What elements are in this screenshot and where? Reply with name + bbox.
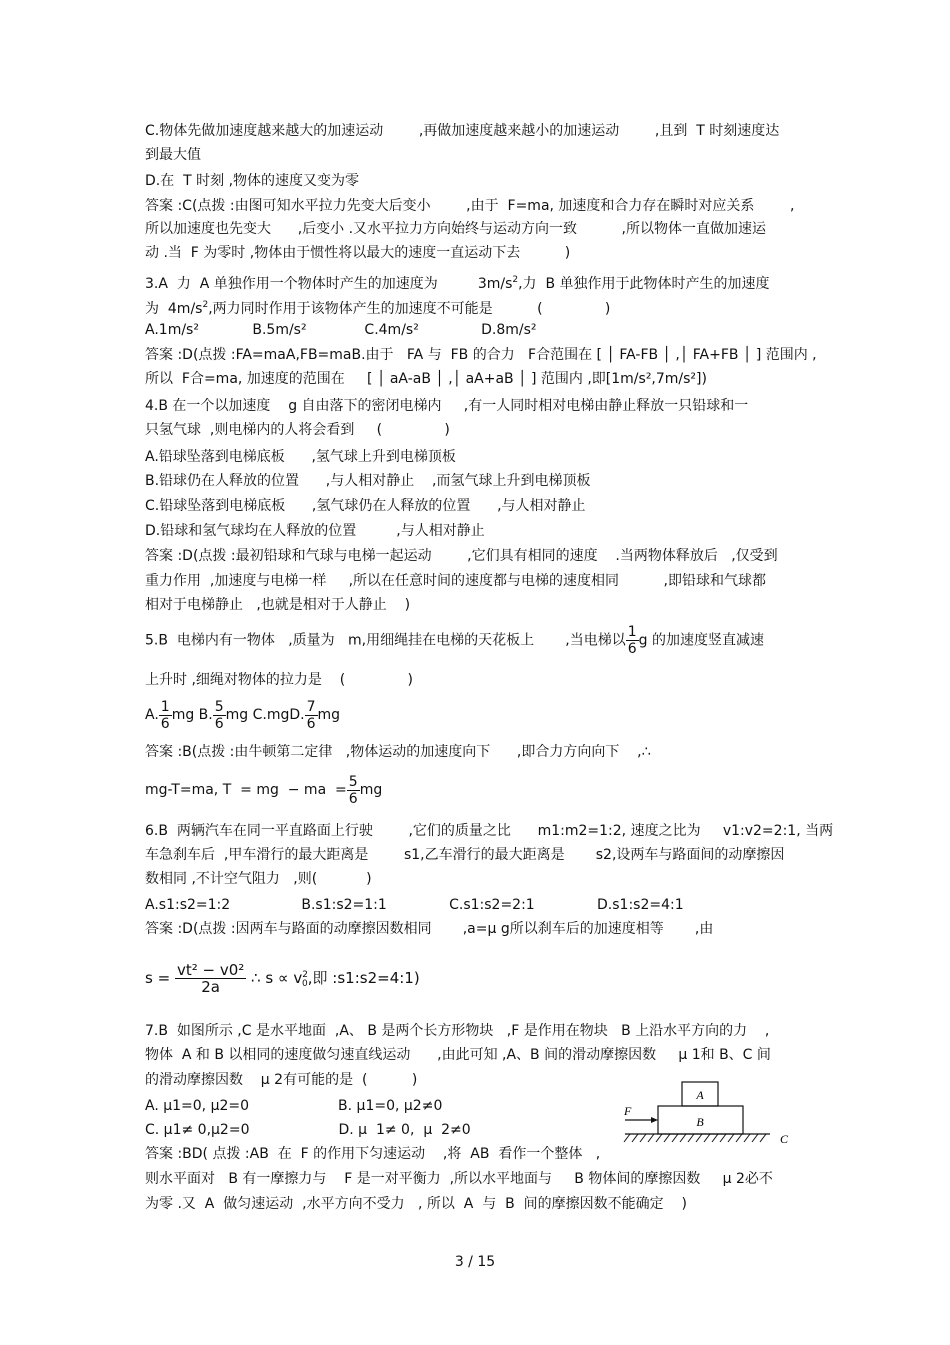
q3-stem-part-d: ,两力同时作用于该物体产生的加速度不可能是 ( ) — [208, 301, 611, 317]
force-arrowhead — [651, 1117, 658, 1123]
q5-option-d-fraction: $\frac{7}{6}$ — [306, 698, 316, 732]
q5-option-b-fraction: $\frac{5}{6}$ — [214, 698, 224, 732]
force-label: F — [624, 1104, 632, 1118]
q5-answer-fraction: $\frac{5}{6}$ — [348, 773, 358, 807]
q2-option-c-line1: C.物体先做加速度越来越大的加速运动 ,再做加速度越来越小的加速运动 ,且到 T 时刻速度达 — [145, 123, 780, 139]
q4-answer-line1: 答案 :D(点拨 :最初铅球和气球与电梯一起运动 ,它们具有相同的速度 .当两物体释放后 ,仅受到 — [145, 548, 778, 564]
q3-exponent-b: 2 — [202, 300, 209, 310]
q3-stem-part-a: 3.A 力 A 单独作用一个物体时产生的加速度为 3m/s — [145, 276, 513, 292]
q3-answer-line2: 所以 F合=ma, 加速度的范围在 [ │ aA-aB │ ,│ aA+aB │ ] 范围内 ,即[1m/s²,7m/s²]) — [145, 371, 707, 387]
block-b-label: B — [696, 1115, 704, 1129]
q3-stem-part-c: 为 4m/s — [145, 301, 203, 317]
q5-stem-line1 — [145, 624, 764, 657]
ground-hatching — [624, 1134, 766, 1142]
q3-answer-line1: 答案 :D(点拨 :FA=maA,FB=maB.由于 FA 与 FB 的合力 F合范围在 [ │ FA-FB │ ,│ FA+FB │ ] 范围内 , — [145, 347, 817, 363]
q2-answer-line3: 动 .当 F 为零时 ,物体由于惯性将以最大的速度一直运动下去 ) — [145, 245, 571, 261]
q3-stem-line2 — [145, 296, 610, 318]
q6-formula-fraction: $\frac{\text{vt² − v0²}}{2a}$ — [176, 961, 245, 996]
q4-option-c: C.铅球坠落到电梯底板 ,氢气球仍在人释放的位置 ,与人相对静止 — [145, 498, 586, 514]
q6-stem-line3: 数相同 ,不计空气阻力 ,则( ) — [145, 871, 372, 887]
q5-stem-line2: 上升时 ,细绳对物体的拉力是 ( ) — [145, 672, 413, 688]
q2-answer-line2: 所以加速度也先变大 ,后变小 .又水平拉力方向始终与运动方向一致 ,所以物体一直做加速运 — [145, 221, 767, 237]
q4-answer-line3: 相对于电梯静止 ,也就是相对于人静止 ) — [145, 597, 411, 613]
q7-answer-line3: 为零 .又 A 做匀速运动 ,水平方向不受力 , 所以 A 与 B 间的摩擦因数不能确定 ) — [145, 1196, 687, 1212]
q5-fraction-one-sixth: $\frac{1}{6}$ — [627, 624, 637, 657]
q4-stem-line1: 4.B 在一个以加速度 g 自由落下的密闭电梯内 ,有一人同时相对电梯由静止释放一只铅球和一 — [145, 398, 749, 414]
q2-option-d: D.在 T 时刻 ,物体的速度又变为零 — [145, 173, 360, 189]
q7-answer-line2: 则水平面对 B 有一摩擦力与 F 是一对平衡力 ,所以水平地面与 B 物体间的摩擦因数 μ 2必不 — [145, 1171, 773, 1187]
q3-options: A.1m/s² B.5m/s² C.4m/s² D.8m/s² — [145, 322, 537, 338]
q4-option-d: D.铅球和氢气球均在人释放的位置 ,与人相对静止 — [145, 523, 485, 539]
q5-stem-part-b: g 的加速度竖直减速 — [638, 632, 764, 649]
q2-answer-line1: 答案 :C(点拨 :由图可知水平拉力先变大后变小 ,由于 F=ma, 加速度和合力存在瞬时对应关系 , — [145, 198, 795, 214]
ground-label: C — [780, 1132, 789, 1146]
q6-answer-formula: s = $\frac{\text{vt² − v0²}}{2a}$ ∴ $s \propto v^2_0$,即 :s1:s2=4:1) — [145, 961, 420, 996]
q4-option-a: A.铅球坠落到电梯底板 ,氢气球上升到电梯顶板 — [145, 449, 456, 465]
q6-answer-line1: 答案 :D(点拨 :因两车与路面的动摩擦因数相同 ,a=μ g所以刹车后的加速度相等 ,由 — [145, 921, 714, 937]
block-a-label: A — [696, 1088, 704, 1102]
q7-stem-line3: 的滑动摩擦因数 μ 2有可能的是 ( ) — [145, 1072, 418, 1088]
q5-answer-line2: mg-T=ma, T = mg − ma = $\frac{5}{6}$ mg — [145, 773, 383, 807]
q6-options: A.s1:s2=1:2 B.s1:s2=1:1 C.s1:s2=2:1 D.s1:s2=4:1 — [145, 897, 684, 913]
q7-options-cd: C. μ1≠ 0,μ2=0 D. μ 1≠ 0, μ 2≠0 — [145, 1122, 471, 1138]
q5-option-a-fraction: $\frac{1}{6}$ — [160, 698, 170, 732]
q7-answer-line1: 答案 :BD( 点拨 :AB 在 F 的作用下匀速运动 ,将 AB 看作一个整体 , — [145, 1146, 601, 1162]
q6-stem-line1: 6.B 两辆汽车在同一平直路面上行驶 ,它们的质量之比 m1:m2=1:2, 速度之比为 v1:v2=2:1, 当两 — [145, 823, 834, 839]
q7-stem-line2: 物体 A 和 B 以相同的速度做匀速直线运动 ,由此可知 ,A、B 间的滑动摩擦因数 μ 1和 B、C 间 — [145, 1047, 771, 1063]
q4-option-b: B.铅球仍在人释放的位置 ,与人相对静止 ,而氢气球上升到电梯顶板 — [145, 473, 591, 489]
blocks-diagram — [620, 1075, 800, 1150]
q4-answer-line2: 重力作用 ,加速度与电梯一样 ,所以在任意时间的速度都与电梯的速度相同 ,即铅球和气球都 — [145, 573, 767, 589]
q7-options-ab: A. μ1=0, μ2=0 B. μ1=0, μ2≠0 — [145, 1098, 443, 1114]
q3-stem-part-b: ,力 B 单独作用于此物体时产生的加速度 — [518, 276, 770, 292]
q5-stem-part-a: 5.B 电梯内有一物体 ,质量为 m,用细绳挂在电梯的天花板上 ,当电梯以 — [145, 632, 626, 649]
q2-option-c-line2: 到最大值 — [145, 147, 201, 163]
q5-answer-line1: 答案 :B(点拨 :由牛顿第二定律 ,物体运动的加速度向下 ,即合力方向向下 ,∴ — [145, 744, 651, 760]
q3-stem-line1 — [145, 271, 770, 293]
q7-stem-line1: 7.B 如图所示 ,C 是水平地面 ,A、 B 是两个长方形物块 ,F 是作用在物块 B 上沿水平方向的力 , — [145, 1023, 770, 1039]
q6-stem-line2: 车急刹车后 ,甲车滑行的最大距离是 s1,乙车滑行的最大距离是 s2,设两车与路面间的动摩擦因 — [145, 847, 785, 863]
q3-exponent-a: 2 — [512, 275, 519, 285]
q5-options: A. $\frac{1}{6}$ mg B. $\frac{5}{6}$ mg C.mgD. $\frac{7}{6}$ mg — [145, 698, 341, 732]
q4-stem-line2: 只氢气球 ,则电梯内的人将会看到 ( ) — [145, 422, 450, 438]
page-number: 3 / 15 — [454, 1254, 496, 1270]
